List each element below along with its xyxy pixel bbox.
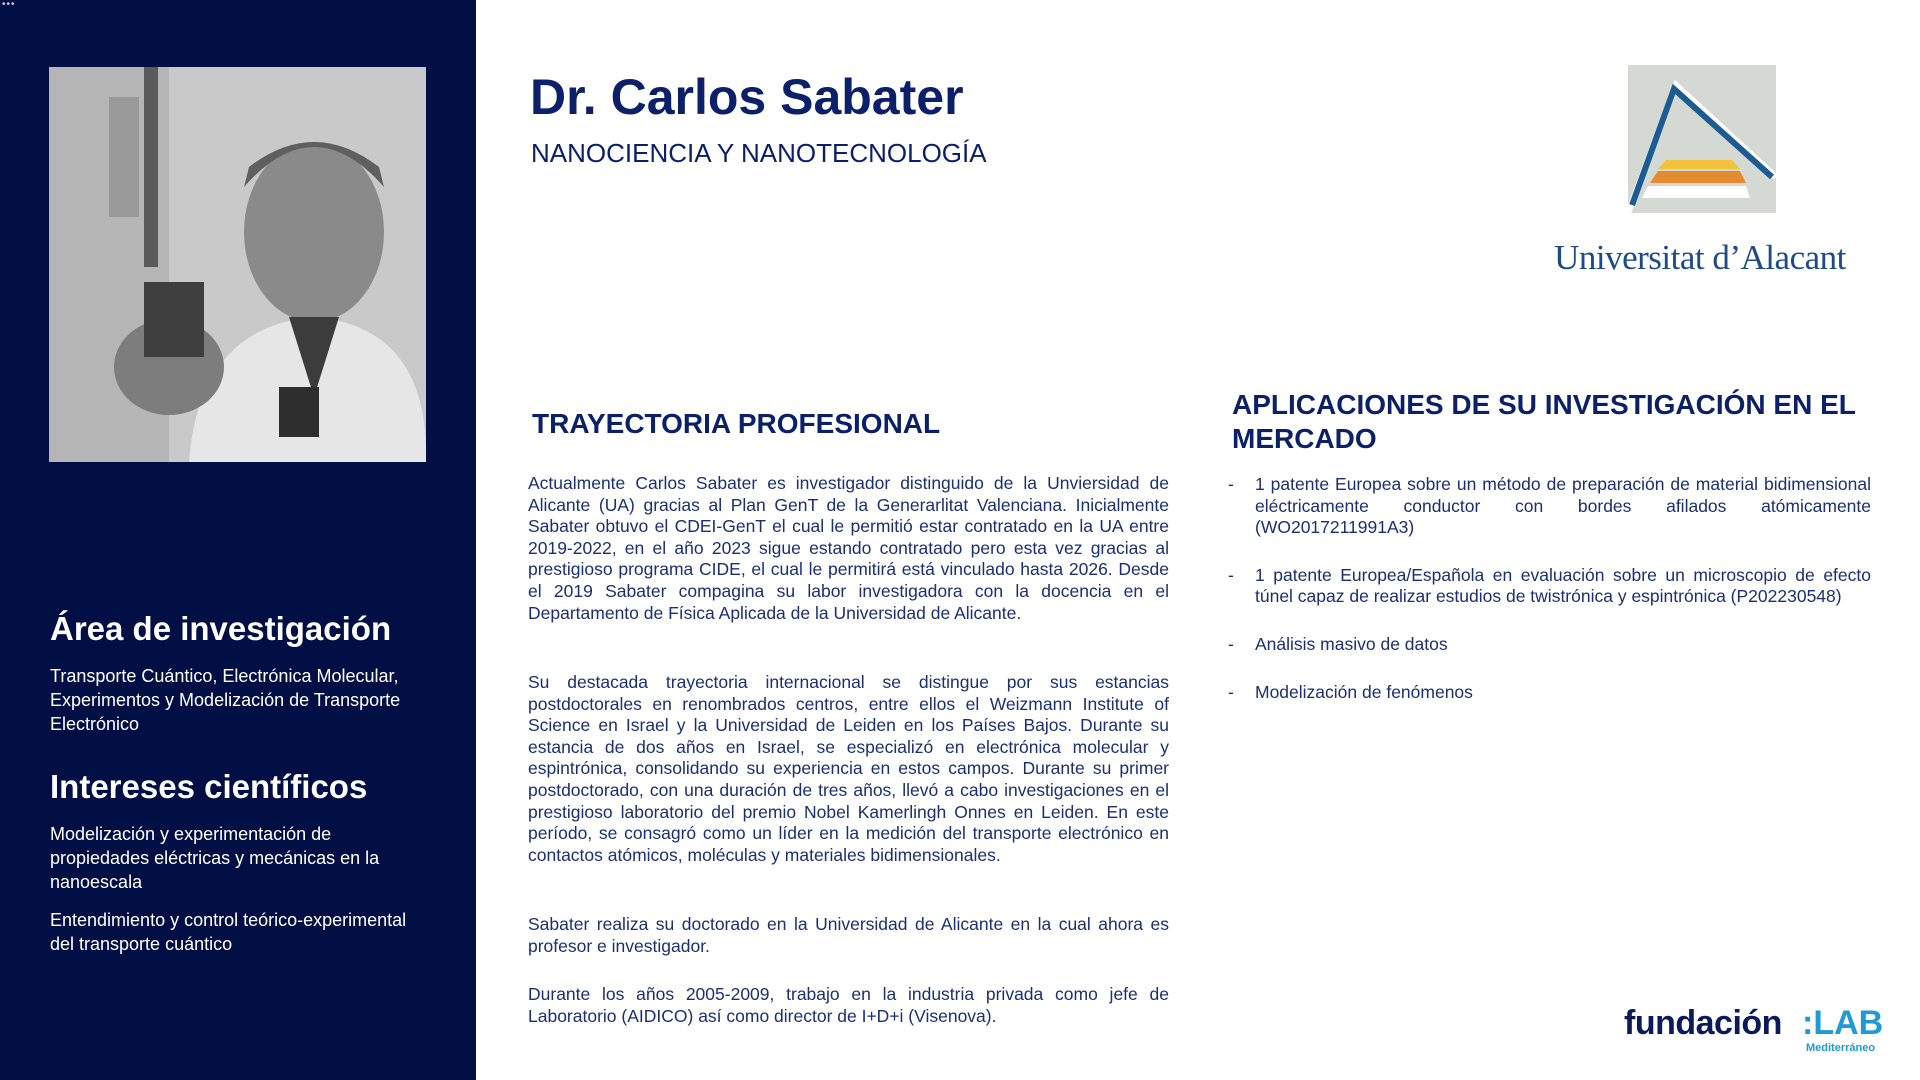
interest-item: Modelización y experimentación de propiedades eléctricas y mecánicas en la nanoescala [50, 824, 380, 892]
application-text: 1 patente Europea/Española en evaluación sobre un microscopio de efecto túnel capaz de realizar estudios de twistrónica y espintrónica (P202230548) [1255, 564, 1871, 607]
researcher-name: Dr. Carlos Sabater [530, 69, 964, 125]
list-item [1228, 474, 1871, 539]
research-area-text: Transporte Cuántico, Electrónica Molecular, Experimentos y Modelización de Transporte Electrónico [50, 666, 401, 734]
list-dash: - [1228, 474, 1234, 494]
interest-item: Entendimiento y control teórico-experimental del transporte cuántico [50, 910, 407, 954]
list-item [1228, 565, 1871, 608]
trajectory-paragraph: Durante los años 2005-2009, trabajo en la industria privada como jefe de Laboratorio (AIDICO) así como director de I+D+i (Visenova). [528, 984, 1169, 1026]
corner-dots: ••• [2, 0, 16, 10]
university-logo [1540, 62, 1860, 282]
research-area-heading: Área de investigación [50, 610, 392, 647]
applications-title: APLICACIONES DE SU INVESTIGACIÓN EN EL MERCADO [1232, 389, 1856, 454]
application-text: 1 patente Europea sobre un método de preparación de material bidimensional eléctricamente conductor con bordes afilados atómicamente (WO2017211991A3) [1255, 474, 1871, 538]
list-dash: - [1228, 681, 1234, 702]
portrait-illustration [49, 67, 426, 462]
applications-list [1228, 474, 1871, 729]
university-name: Universitat d’Alacant [1554, 238, 1846, 277]
application-text: Modelización de fenómenos [1255, 681, 1473, 702]
researcher-photo [49, 67, 426, 462]
foundation-sub: Mediterráneo [1806, 1042, 1876, 1054]
application-text: Análisis masivo de datos [1255, 633, 1448, 654]
trajectory-title: TRAYECTORIA PROFESIONAL [532, 408, 941, 439]
list-item [1228, 634, 1871, 656]
university-triangle-logo-icon [1628, 65, 1776, 213]
sidebar [0, 0, 476, 1080]
trajectory-paragraph: Actualmente Carlos Sabater es investigador distinguido de la Unviersidad de Alicante (UA) gracias al Plan GenT de la Generarlitat Valenciana. Inicialmente Sabater obtuvo el CDEI-GenT el cual le permitió estar contratado en la UA entre 2019-2022, en el año 2023 sigue estando contratado pero esta vez gracias al prestigioso programa CIDE, el cual le permitirá está vinculado hasta 2026. Desde el 2019 Sabater compagina su labor investigadora con la docencia en el Departamento de Física Aplicada de la Universidad de Alicante. [528, 473, 1169, 623]
foundation-word: fundación [1624, 1004, 1782, 1042]
research-field: NANOCIENCIA Y NANOTECNOLOGÍA [531, 138, 987, 168]
trajectory-paragraph: Su destacada trayectoria internacional se distingue por sus estancias postdoctorales en renombrados centros, entre ellos el Weizmann Institute of Science en Israel y la Universidad de Leiden en los Países Bajos. Durante su estancia de dos años en Israel, se especializó en electrónica molecular y espintrónica, consolidando su experiencia en estos campos. Durante su primer postdoctorado, con una duración de tres años, llevó a cabo investigaciones en el prestigioso laboratorio del premio Nobel Kamerlingh Onnes en Leiden. En este período, se consagró como un líder en la medición del transporte electrónico en contactos atómicos, moléculas y materiales bidimensionales. [528, 672, 1169, 865]
trajectory-paragraph: Sabater realiza su doctorado en la Universidad de Alicante en la cual ahora es profesor e investigador. [528, 914, 1169, 956]
scientific-interests-heading: Intereses científicos [50, 768, 368, 805]
foundation-logo [1624, 1004, 1889, 1056]
list-item [1228, 682, 1871, 704]
list-dash: - [1228, 564, 1234, 585]
foundation-lab: :LAB [1802, 1004, 1884, 1042]
list-dash: - [1228, 633, 1234, 654]
